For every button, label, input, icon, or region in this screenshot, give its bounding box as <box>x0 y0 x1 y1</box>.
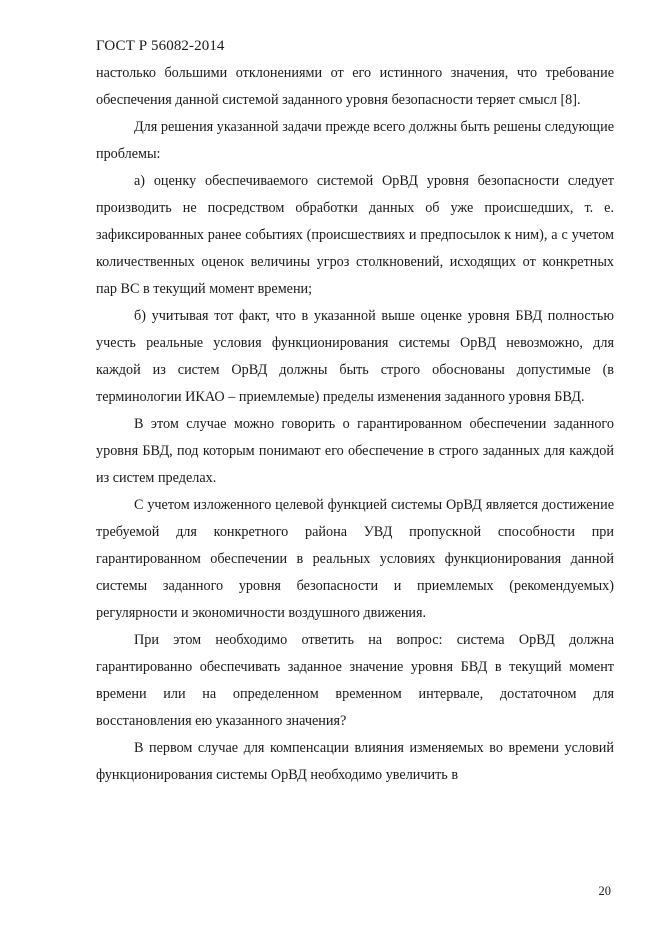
paragraph-8: В первом случае для компенсации влияния изменяемых во времени условий функционирования системы ОрВД необходимо увеличить в <box>96 740 614 783</box>
paragraph-4: б) учитывая тот факт, что в указанной выше оценке уровня БВД полностью учесть реальные условия функционирования системы ОрВД невозможно, для каждой из систем ОрВД должны быть строго обоснованы допустимые (в терминологии ИКАО – приемлемые) пределы изменения заданного уровня БВД. <box>96 308 614 405</box>
paragraph-3: а) оценку обеспечиваемого системой ОрВД уровня безопасности следует производить не посредством обработки данных об уже происшедших, т. е. зафиксированных ранее событиях (происшествиях и предпосылок к ним), а с учетом количественных оценок величины угроз столкновений, исходящих от конкретных пар ВС в текущий момент времени; <box>96 173 614 297</box>
paragraph-6: С учетом изложенного целевой функцией системы ОрВД является достижение требуемой для конкретного района УВД пропускной способности при гарантированном обеспечении в реальных условиях функционирования данной системы заданного уровня безопасности и приемлемых (рекомендуемых) регулярности и экономичности воздушного движения. <box>96 497 614 621</box>
document-header: ГОСТ Р 56082-2014 <box>96 38 225 54</box>
paragraph-5: В этом случае можно говорить о гарантированном обеспечении заданного уровня БВД, под которым понимают его обеспечение в строго заданных для каждой из систем пределах. <box>96 416 614 486</box>
paragraph-2: Для решения указанной задачи прежде всего должны быть решены следующие проблемы: <box>96 119 614 162</box>
paragraph-1: настолько большими отклонениями от его истинного значения, что требование обеспечения данной системой заданного уровня безопасности теряет смысл [8]. <box>96 65 614 108</box>
paragraph-7: При этом необходимо ответить на вопрос: система ОрВД должна гарантированно обеспечивать заданное значение уровня БВД в текущий момент времени или на определенном временном интервале, достаточном для восстановления ею указанного значения? <box>96 632 614 729</box>
page-number: 20 <box>598 884 611 898</box>
document-body <box>96 60 614 789</box>
